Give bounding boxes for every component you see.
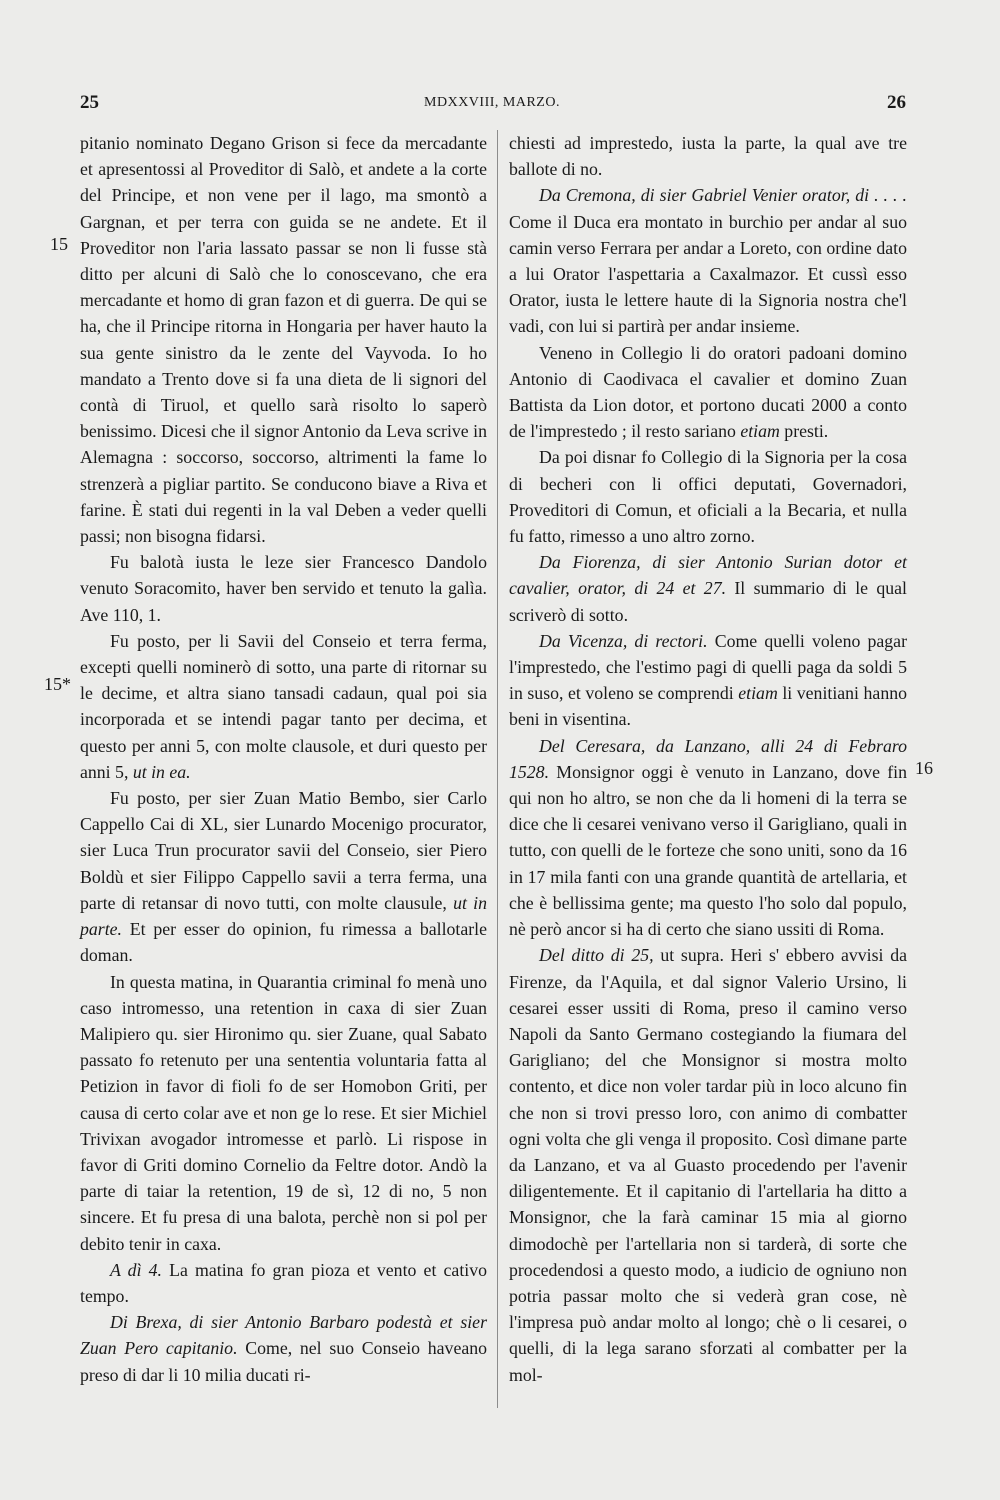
running-head (78, 92, 906, 116)
margin-note-left-2: 15* (44, 674, 71, 694)
paragraph: Da poi disnar fo Collegio di la Signoria per la cosa di becheri con li offici deputati, Governadori, Proveditori di Comun, et oficiali a la Becaria, et nulla fu fatto, rimesso a uno altro zorno. (509, 447, 907, 547)
paragraph: Fu balotà iusta le leze sier Francesco Dandolo venuto Soracomito, haver ben servido et tenuto la galìa. Ave 110, 1. (80, 552, 487, 625)
right-column (509, 130, 907, 1388)
paragraph: A dì 4. La matina fo gran pioza et vento et cativo tempo. (80, 1259, 487, 1306)
paragraph: Fu posto, per sier Zuan Matio Bembo, sier Carlo Cappello Cai di XL, sier Lunardo Mocenigo procurator, sier Luca Trun procurator savii del Conseio, sier Piero Boldù et sier Filippo Cappello savii a terra ferma, una parte di retansar di novo tutti, con molte clausule, ut in parte. Et per esser do opinion, fu rimessa a ballotarle doman. (80, 788, 487, 966)
paragraph: pitanio nominato Degano Grison si fece da mercadante et apresentossi al Proveditor di Salò, et andete a la corte del Principe, et non vene per il lago, ma smontò a Gargnan, et per terra con guida se ne andete. Et il Proveditor non l'aria lassato passar se non li fusse stà ditto per alcuni di Salò che lo conoscevano, che era mercadante et homo di gran fazon et di guerra. De qui se ha, che il Principe ritorna in Hongaria per haver hauto la sua gente sinistro da le zente del Vayvoda. Io ho mandato a Trento dove si fa una dieta de li signori del contà di Tiruol, et quello sarà risolto lo saperò benissimo. Dicesi che il signor Antonio da Leva scrive in Alemagna : soccorso, soccorso, altrimenti la fame lo strenzerà a pigliar partito. Se conducono biave a Riva et farine. È stati dui regenti in la val Deben a veder quelli passi; non bisogna fidarsi. (80, 133, 487, 547)
column-divider (497, 130, 498, 1408)
page-number-right: 26 (887, 92, 906, 113)
page-number-left: 25 (80, 92, 99, 113)
paragraph: Del ditto di 25, ut supra. Heri s' ebbero avvisi da Firenze, da l'Aquila, et dal signor Valerio Ursino, li cesarei esser ussiti di Roma, preso il camino verso Napoli da Santo Germano costegiando la fiumara del Garigliano; del che Monsignor si mostra molto contento, et dice non voler tardar più in loco alcuno fin che non si trovi presso loro, con animo di combatter ogni volta che gli venga il proposito. Così dimane parte da Lanzano, et va al Guasto procedendo per l'avenir diligentemente. Et il capitanio di l'artellaria ha ditto a Monsignor, che la farà caminar 15 mia al giorno dimodochè per l'artellaria non si tarderà, di sorte che procedendosi a questo modo, a iudicio de ogniuno non potria passar molto che si vederà gran cose, nè l'impresa può andar molto al longo; chè o li cesarei, o quelli, di la lega sarano sforzati al combatter per la mol- (509, 945, 907, 1385)
paragraph: Di Brexa, di sier Antonio Barbaro podestà et sier Zuan Pero capitanio. Come, nel suo Conseio haveano preso di dar li 10 milia ducati ri- (80, 1312, 488, 1385)
margin-note-left-1: 15 (50, 234, 68, 254)
paragraph: Da Cremona, di sier Gabriel Venier orator, di . . . . Come il Duca era montato in burchio per andar al suo camin verso Ferrara per andar a Loreto, con ordine dato a lui Orator l'aspettaria a Caxalmazor. Et cussì esso Orator, iusta le lettere haute di la Signoria nostra che'l vadi, con lui si partirà per andar insieme. (509, 185, 907, 337)
paragraph: In questa matina, in Quarantia criminal fo menà uno caso intromesso, una retention in caxa di sier Zuan Malipiero qu. sier Hironimo qu. sier Zuane, qual Sabato passato fo retenuto per una sententia voluntaria fatta al Petizion in favor di fioli fo de ser Homobon Griti, per causa di certo colar ave et non ge lo rese. Et sier Michiel Trivixan avogador intromesse et parlò. Li rispose in favor di Griti domino Cornelio da Feltre dotor. Andò la parte di taiar la retention, 19 de sì, 12 di no, 5 non sincere. Et fu presa di una balota, perchè non si pol per debito tenir in caxa. (80, 971, 487, 1254)
paragraph: chiesti ad imprestedo, iusta la parte, la qual ave tre ballote di no. (509, 133, 907, 180)
paragraph: Da Vicenza, di rectori. Come quelli voleno pagar l'imprestedo, che l'estimo pagi di quelli paga da soldi 5 in suso, et voleno se comprendi etiam li venitiani hanno beni in visentina. (509, 630, 907, 730)
left-column (80, 130, 487, 1388)
paragraph: Da Fiorenza, di sier Antonio Surian dotor et cavalier, orator, di 24 et 27. Il summario di le qual scriverò di sotto. (509, 552, 907, 625)
paragraph: Del Ceresara, da Lanzano, alli 24 di Febraro 1528. Monsignor oggi è venuto in Lanzano, dove fin qui non ho altro, se non che da li homeni di la terra se dice che li cesarei venivano verso il Garigliano, quali in tutto, con quelli de le forteze che sono uniti, sono da 16 in 17 mila fanti con una grande quantità de artellaria, et che è bellissima gente; ma questo l'ho solo dal populo, nè però ancor si ha di certo che siano ussiti di Roma. (509, 735, 907, 940)
margin-note-right-1: 16 (915, 758, 933, 778)
running-title: MDXXVIII, MARZO. (424, 95, 560, 110)
paragraph: Veneno in Collegio li do oratori padoani domino Antonio di Caodivaca el cavalier et domino Zuan Battista da Lion dotor, et portono ducati 2000 a conto de l'imprestedo ; il resto sariano etiam presti. (509, 342, 907, 442)
paragraph: Fu posto, per li Savii del Conseio et terra ferma, excepti quelli nominerò di sotto, una parte di ritornar su le decime, et altra siano tansadi cadaun, qual poi sia incorporada et se intendi pagar tanto per decima, et questo per anni 5, con molte clausole, et duri questo per anni 5, ut in ea. (80, 630, 487, 782)
